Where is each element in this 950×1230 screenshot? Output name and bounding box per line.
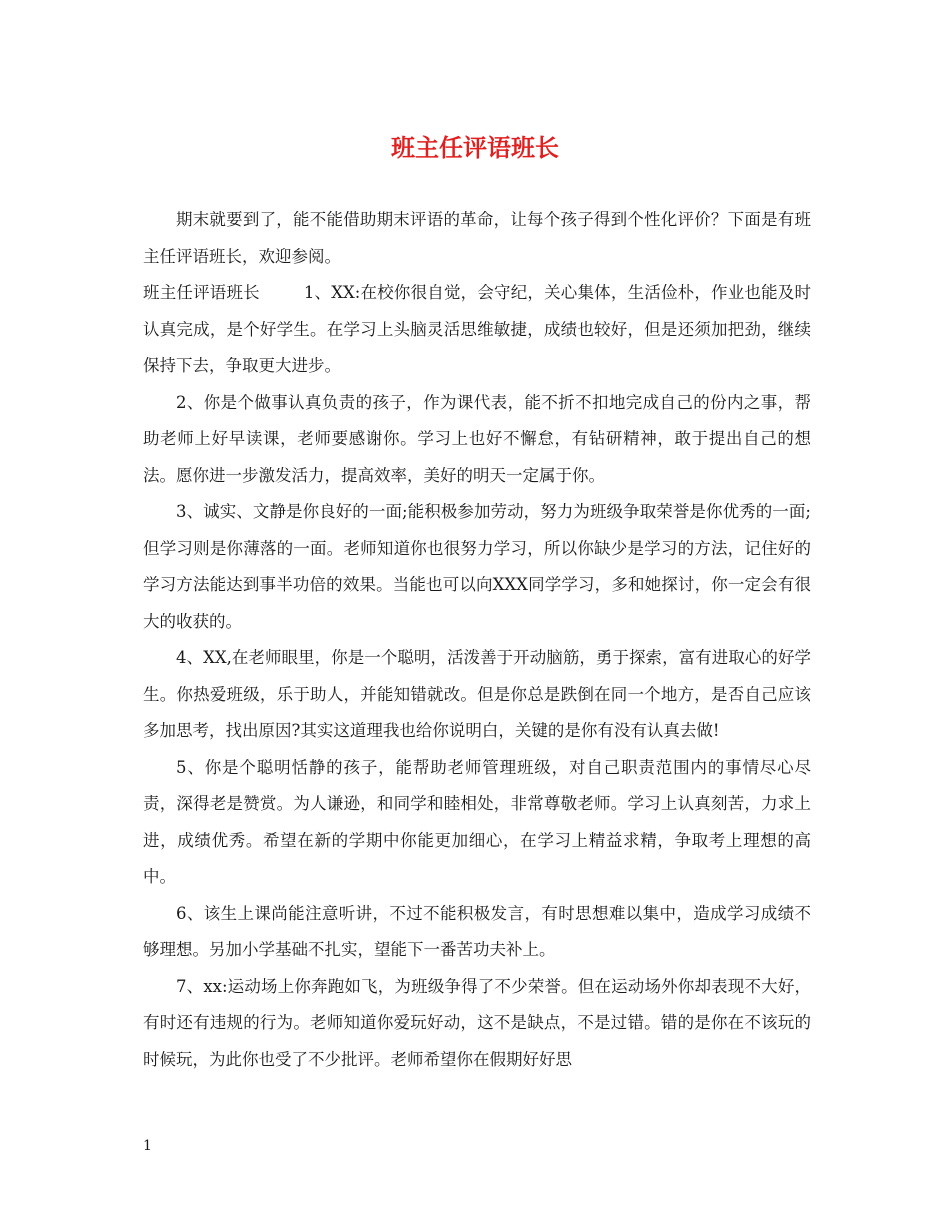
paragraph-3: 3、诚实、文静是你良好的一面;能积极参加劳动，努力为班级争取荣誉是你优秀的一面;但学习则是你薄落的一面。老师知道你也很努力学习，所以你缺少是学习的方法，记住好的学习方法能达到事半功倍的效果。当能也可以向XXX同学学习，多和她探讨，你一定会有很大的收获的。 xyxy=(143,502,811,631)
paragraph-4: 4、XX,在老师眼里，你是一个聪明，活泼善于开动脑筋，勇于探索，富有进取心的好学生。你热爱班级，乐于助人，并能知错就改。但是你总是跌倒在同一个地方，是否自己应该多加思考，找出原因?其实这道理我也给你说明白，关键的是你有没有认真去做! xyxy=(143,648,811,740)
paragraph-5: 5、你是个聪明恬静的孩子，能帮助老师管理班级，对自己职责范围内的事情尽心尽责，深得老是赞赏。为人谦逊，和同学和睦相处，非常尊敬老师。学习上认真刻苦，力求上进，成绩优秀。希望在新的学期中你能更加细心，在学习上精益求精，争取考上理想的高中。 xyxy=(143,757,811,886)
paragraph-1-text: 1、XX:在校你很自觉，会守纪，关心集体，生活俭朴，作业也能及时认真完成，是个好学生。在学习上头脑灵活思维敏捷，成绩也较好，但是还须加把劲，继续保持下去，争取更大进步。 xyxy=(143,283,811,375)
paragraph-6: 6、该生上课尚能注意听讲，不过不能积极发言，有时思想难以集中，造成学习成绩不够理想。另加小学基础不扎实，望能下一番苦功夫补上。 xyxy=(143,903,811,959)
paragraph-7: 7、xx:运动场上你奔跑如飞，为班级争得了不少荣誉。但在运动场外你却表现不大好，有时还有违规的行为。老师知道你爱玩好动，这不是缺点，不是过错。错的是你在不该玩的时候玩，为此你也受了不少批评。老师希望你在假期好好思 xyxy=(143,976,811,1069)
document-title: 班主任评语班长 xyxy=(391,133,559,162)
paragraph-2: 2、你是个做事认真负责的孩子，作为课代表，能不折不扣地完成自己的份内之事，帮助老师上好早读课，老师要感谢你。学习上也好不懈怠，有钻研精神，敢于提出自己的想法。愿你进一步激发活力，提高效率，美好的明天一定属于你。 xyxy=(143,392,811,485)
intro-paragraph: 期末就要到了，能不能借助期末评语的革命，让每个孩子得到个性化评价？下面是有班主任评语班长，欢迎参阅。 xyxy=(143,210,811,266)
heading-label: 班主任评语班长 xyxy=(143,283,260,302)
paragraph-1 xyxy=(143,275,811,385)
page-number: 1 xyxy=(143,1138,152,1154)
document-body xyxy=(143,202,811,1078)
